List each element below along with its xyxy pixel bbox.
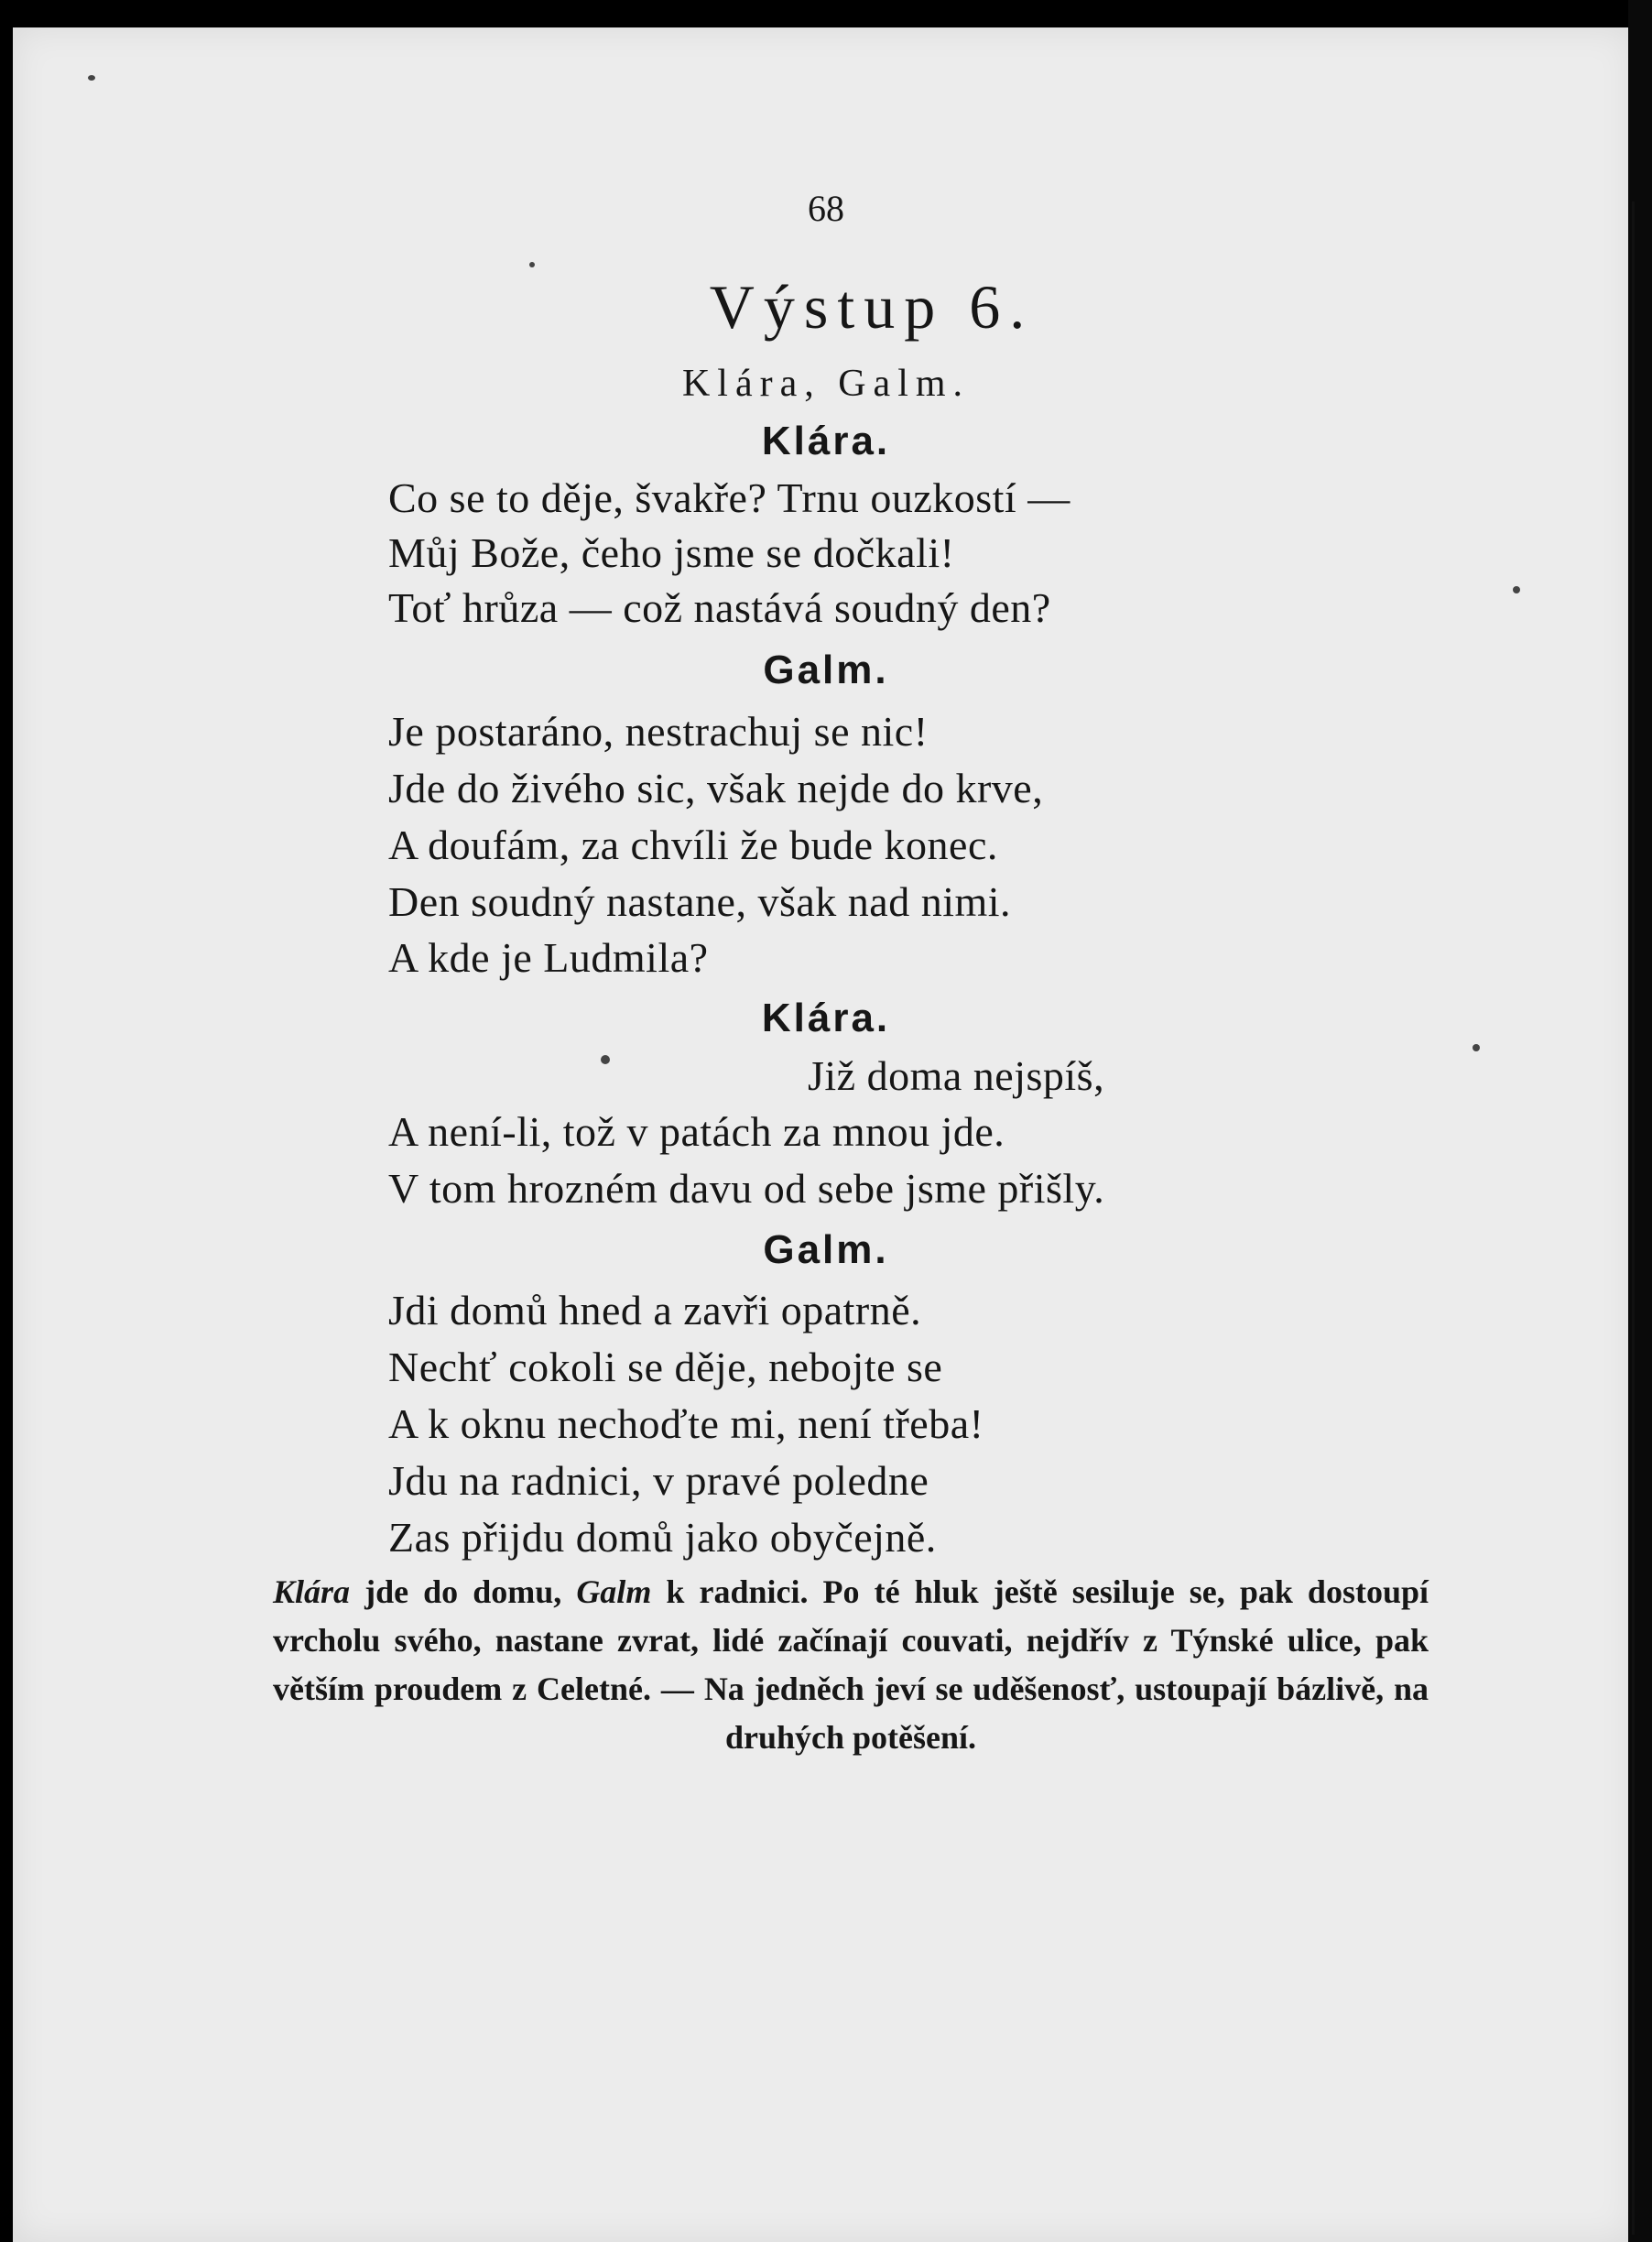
verse-line: Již doma nejspíš, [808, 1052, 1105, 1099]
scene-cast: Klára, Galm. [681, 363, 971, 405]
verse-line: Nechť cokoli se děje, nebojte se [388, 1344, 943, 1390]
stage-name-galm: Galm [576, 1573, 652, 1610]
verse-line: Jdi domů hned a zavři opatrně. [388, 1287, 922, 1333]
verse-line: Zas přijdu domů jako obyčejně. [388, 1514, 937, 1561]
verse-line: Toť hrůza — což nastává soudný den? [388, 584, 1051, 631]
verse-line: Co se to děje, švakře? Trnu ouzkostí — [388, 474, 1071, 521]
stage-direction [273, 1568, 1429, 1762]
verse-line: Je postaráno, nestrachuj se nic! [388, 708, 929, 755]
speck [88, 75, 95, 81]
verse-line: A není-li, tož v patách za mnou jde. [388, 1108, 1005, 1155]
speck [601, 1055, 610, 1064]
verse-line: A doufám, za chvíli že bude konec. [388, 822, 998, 868]
verse-line: A kde je Ludmila? [388, 934, 709, 981]
verse-line: A k oknu nechoďte mi, není třeba! [388, 1400, 984, 1447]
verse-line: Jdu na radnici, v pravé poledne [388, 1457, 929, 1504]
verse-line: Můj Bože, čeho jsme se dočkali! [388, 529, 955, 576]
speaker-galm: Galm. [763, 1227, 889, 1272]
stage-text-b: k radnici. Po té hluk ještě sesiluje se, pak dostoupí vrcholu svého, nastane zvrat, lidé začínají couvati, nejdřív z Týnské ulice, pak větším proudem z Celetné. — Na jedněch jeví se uděšenosť, ustoupají bázlivě, na druhých potěšení. [273, 1573, 1429, 1756]
stage-text-a: jde do domu, [350, 1573, 577, 1610]
speck [529, 262, 535, 267]
stage-name-klara: Klára [273, 1573, 351, 1610]
speck [1473, 1044, 1480, 1051]
scene-title: Výstup 6. [709, 272, 1035, 342]
speaker-klara: Klára. [761, 419, 891, 463]
speaker-klara: Klára. [761, 996, 891, 1040]
speaker-galm: Galm. [763, 648, 889, 692]
binding-line [1632, 201, 1635, 2235]
verse-line: V tom hrozném davu od sebe jsme přišly. [388, 1165, 1105, 1212]
page-number: 68 [808, 188, 844, 229]
verse-line: Jde do živého sic, však nejde do krve, [388, 765, 1044, 811]
speck [1513, 586, 1520, 593]
verse-line: Den soudný nastane, však nad nimi. [388, 878, 1012, 925]
